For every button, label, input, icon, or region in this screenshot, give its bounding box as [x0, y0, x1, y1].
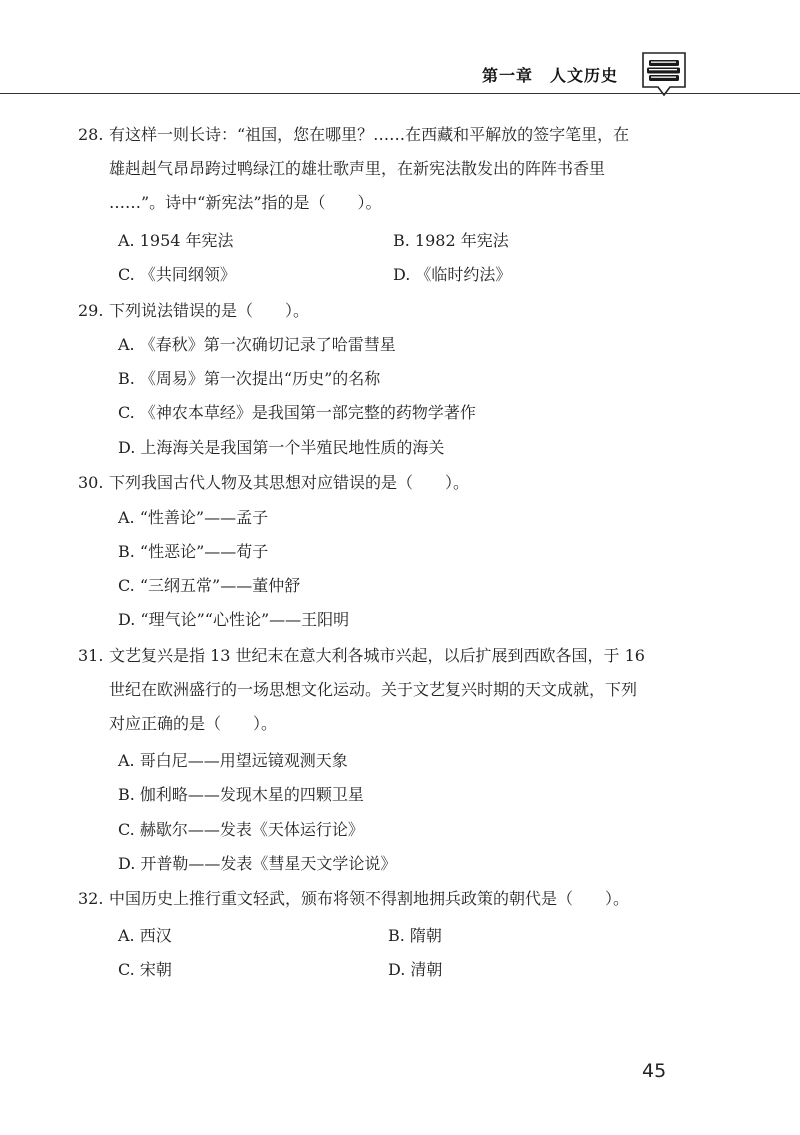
option-c: C. 赫歇尔——发表《天体运行论》 [118, 820, 364, 839]
question-text: ……”。诗中“新宪法”指的是（ ）。 [109, 193, 382, 212]
question-text: 雄赳赳气昂昂跨过鸭绿江的雄壮歌声里，在新宪法散发出的阵阵书香里 [109, 159, 606, 178]
option-b: B. “性恶论”——荀子 [118, 542, 269, 561]
question-28 [78, 118, 678, 220]
option-c: C. “三纲五常”——董仲舒 [118, 576, 301, 595]
question-text: 下列我国古代人物及其思想对应错误的是（ ）。 [109, 473, 470, 492]
option-c: C. 宋朝 [118, 960, 172, 979]
header-divider [0, 93, 800, 94]
option-d: D. 《临时约法》 [393, 265, 512, 284]
option-c: C. 《共同纲领》 [118, 265, 236, 284]
question-30 [78, 466, 678, 500]
page-number: 45 [642, 1060, 667, 1082]
option-b: B. 隋朝 [388, 926, 442, 945]
option-d: D. 清朝 [388, 960, 443, 979]
option-a: A. “性善论”——孟子 [118, 508, 269, 527]
question-text: 中国历史上推行重文轻武，颁布将领不得割地拥兵政策的朝代是（ ）。 [109, 889, 630, 908]
question-text: 世纪在欧洲盛行的一场思想文化运动。关于文艺复兴时期的天文成就，下列 [109, 680, 638, 699]
question-text: 下列说法错误的是（ ）。 [109, 301, 310, 320]
option-d: D. 开普勒——发表《彗星天文学论说》 [118, 854, 397, 873]
question-31 [78, 639, 678, 741]
option-d: D. “理气论”“心性论”——王阳明 [118, 610, 350, 629]
option-a: A. 西汉 [118, 926, 172, 945]
option-a: A. 哥白尼——用望远镜观测天象 [118, 751, 348, 770]
question-number: 30. [78, 473, 104, 492]
question-text: 有这样一则长诗：“祖国，您在哪里？……在西藏和平解放的签字笔里，在 [109, 125, 630, 144]
question-number: 28. [78, 125, 104, 144]
question-29 [78, 294, 678, 328]
option-b: B. 《周易》第一次提出“历史”的名称 [118, 369, 381, 388]
question-number: 31. [78, 646, 104, 665]
chapter-title: 第一章 人文历史 [482, 66, 619, 85]
question-32 [78, 882, 678, 916]
question-number: 32. [78, 889, 104, 908]
question-number: 29. [78, 301, 104, 320]
question-text: 对应正确的是（ ）。 [109, 714, 278, 733]
option-a: A. 1954 年宪法 [118, 231, 234, 250]
option-c: C. 《神农本草经》是我国第一部完整的药物学著作 [118, 403, 476, 422]
question-text: 文艺复兴是指 13 世纪末在意大利各城市兴起，以后扩展到西欧各国，于 16 [109, 646, 645, 665]
option-b: B. 伽利略——发现木星的四颗卫星 [118, 785, 364, 804]
option-d: D. 上海海关是我国第一个半殖民地性质的海关 [118, 438, 445, 457]
option-b: B. 1982 年宪法 [393, 231, 509, 250]
books-icon [640, 50, 688, 98]
option-a: A. 《春秋》第一次确切记录了哈雷彗星 [118, 335, 396, 354]
